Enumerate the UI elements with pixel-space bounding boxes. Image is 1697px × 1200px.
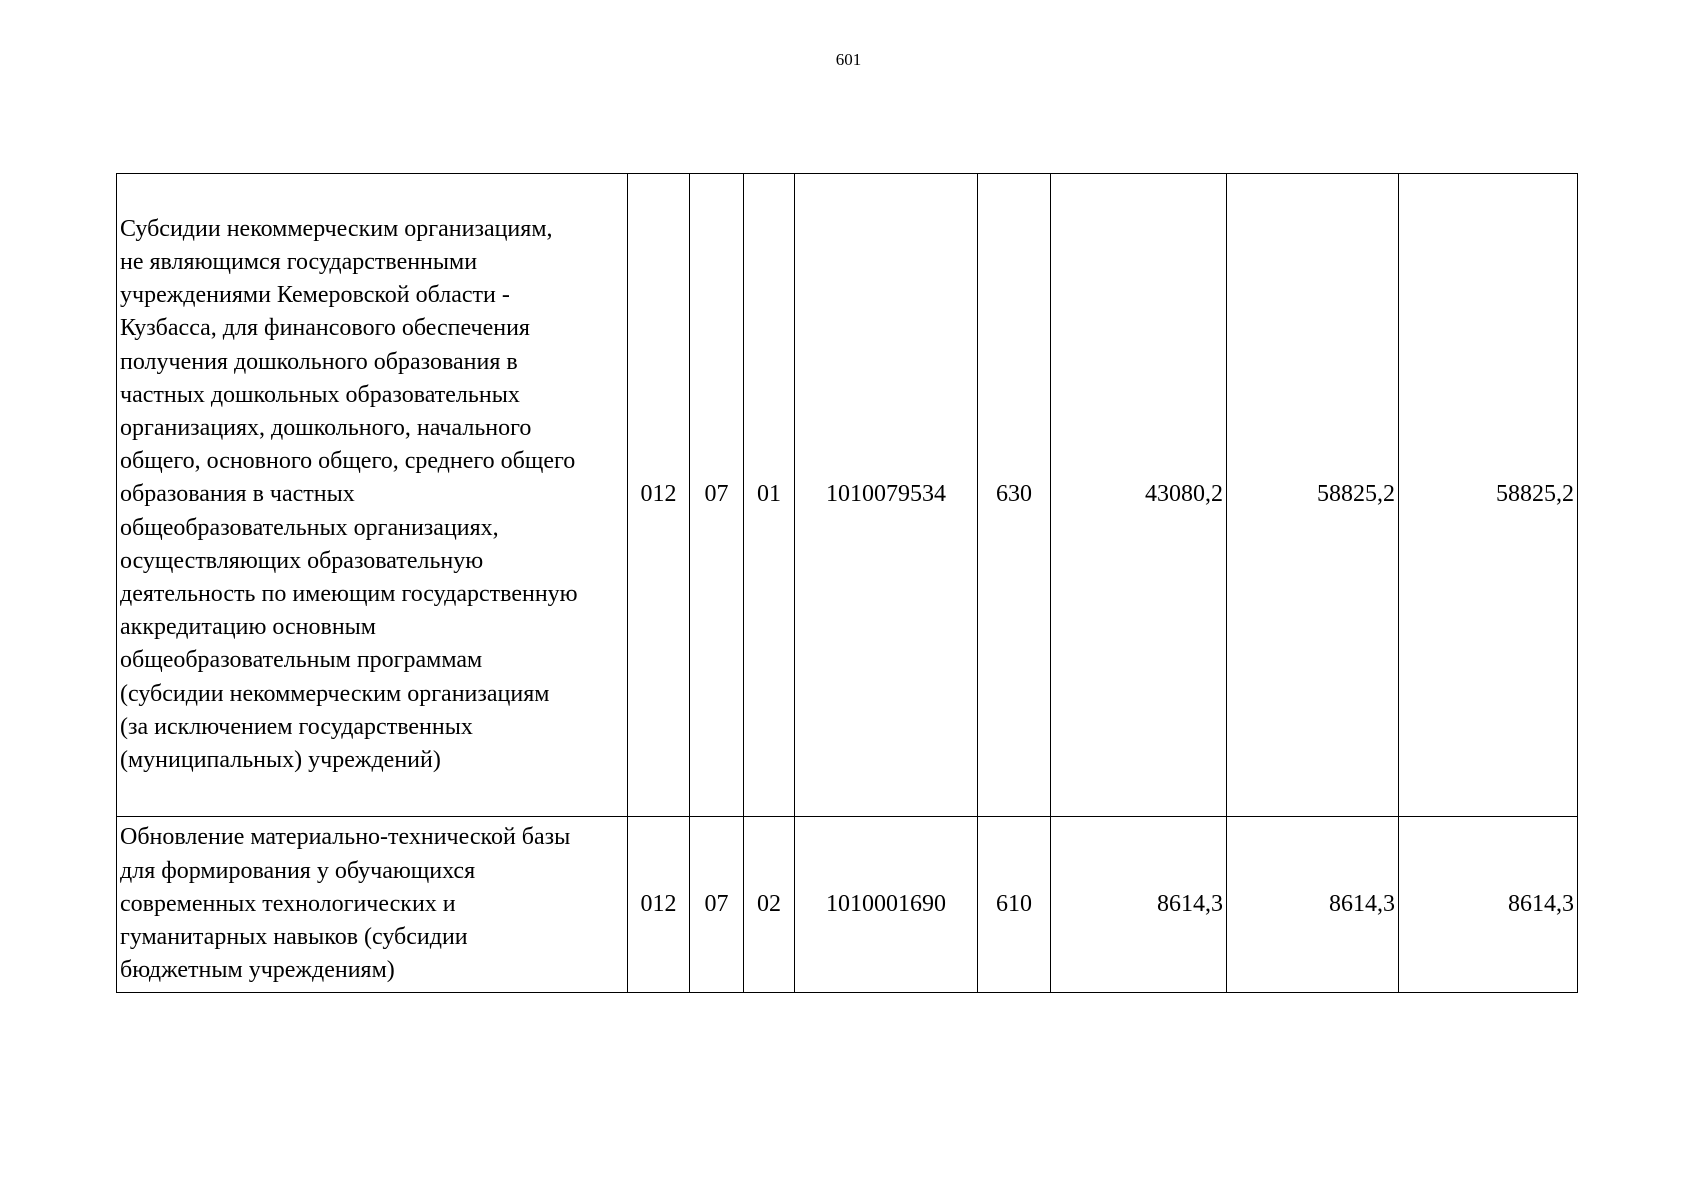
section-code-cell: 07 (690, 174, 744, 817)
description-line: общего, основного общего, среднего общего (120, 448, 576, 475)
description-line: организациях, дошкольного, начального (120, 414, 532, 441)
description-line: образования в частных (120, 481, 355, 508)
description-line: общеобразовательным программам (120, 647, 483, 674)
subsection-code-cell: 02 (744, 817, 795, 993)
budget-table (116, 173, 1578, 993)
subsection-code-cell: 01 (744, 174, 795, 817)
description-line: для формирования у обучающихся (120, 857, 476, 884)
description-line: получения дошкольного образования в (120, 348, 518, 375)
description-line: Кузбасса, для финансового обеспечения (120, 315, 530, 342)
description-line: (муниципальных) учреждений) (120, 747, 441, 774)
ministry-code-cell: 012 (628, 174, 690, 817)
description-line: современных технологических и (120, 890, 456, 917)
amount-cell-3: 8614,3 (1399, 817, 1578, 993)
target-article-cell: 1010001690 (795, 817, 978, 993)
description-line: учреждениями Кемеровской области - (120, 282, 510, 309)
amount-cell-3: 58825,2 (1399, 174, 1578, 817)
description-line: аккредитацию основным (120, 614, 376, 641)
description-cell (117, 174, 628, 817)
description-line: не являющимся государственными (120, 248, 478, 275)
target-article-cell: 1010079534 (795, 174, 978, 817)
description-line: общеобразовательных организациях, (120, 514, 499, 541)
page-number: 601 (835, 50, 862, 69)
description-line: (за исключением государственных (120, 713, 473, 740)
amount-cell-1: 8614,3 (1051, 817, 1227, 993)
section-code-cell: 07 (690, 817, 744, 993)
table-row (117, 817, 1578, 993)
description-line: деятельность по имеющим государственную (120, 581, 578, 607)
amount-cell-2: 8614,3 (1227, 817, 1399, 993)
amount-cell-2: 58825,2 (1227, 174, 1399, 817)
description-line: Обновление материально-технической базы (120, 824, 571, 851)
amount-cell-1: 43080,2 (1051, 174, 1227, 817)
expense-type-cell: 630 (978, 174, 1051, 817)
ministry-code-cell: 012 (628, 817, 690, 993)
description-line: осуществляющих образовательную (120, 547, 484, 574)
description-cell (117, 817, 628, 993)
table-row (117, 174, 1578, 817)
description-line: бюджетным учреждениям) (120, 957, 395, 984)
description-line: Субсидии некоммерческим организациям, (120, 215, 553, 242)
description-line: частных дошкольных образовательных (120, 381, 520, 408)
expense-type-cell: 610 (978, 817, 1051, 993)
description-line: гуманитарных навыков (субсидии (120, 924, 468, 951)
description-line: (субсидии некоммерческим организациям (120, 680, 550, 707)
